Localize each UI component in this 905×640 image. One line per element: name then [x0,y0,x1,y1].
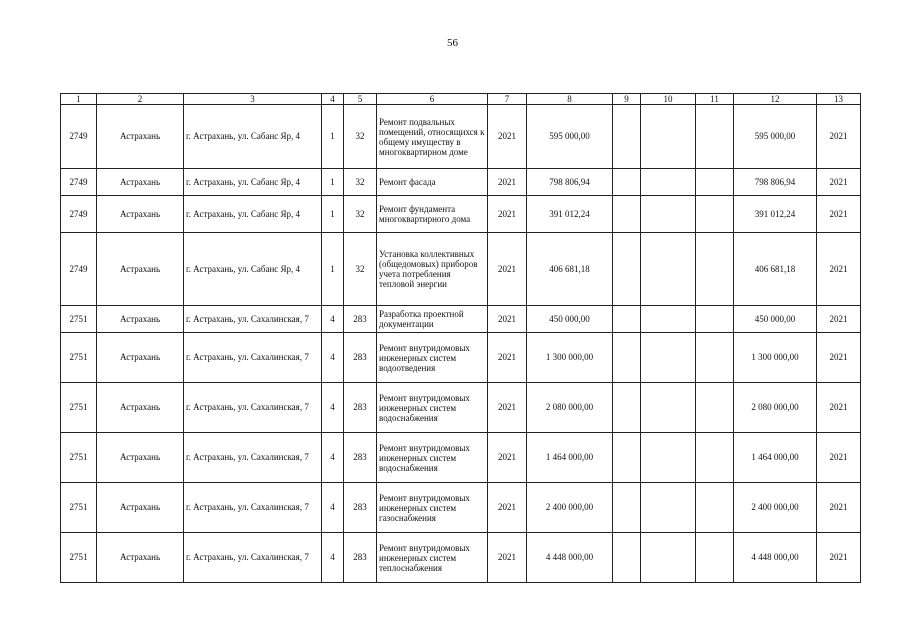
address-cell: г. Астрахань, ул. Сахалинская, 7 [184,433,322,483]
record-id-cell: 2751 [61,533,97,583]
floors-cell: 4 [322,483,344,533]
col11-cell [696,483,734,533]
floors-cell: 4 [322,383,344,433]
floors-cell: 1 [322,196,344,233]
col10-cell [641,333,696,383]
column-header: 5 [344,94,377,105]
address-cell: г. Астрахань, ул. Сабанс Яр, 4 [184,105,322,169]
work-type-cell: Ремонт внутридомовых инженерных систем газоснабжения [377,483,488,533]
work-type-cell: Ремонт внутридомовых инженерных систем теплоснабжения [377,533,488,583]
col9-cell [613,383,641,433]
city-cell: Астрахань [97,483,184,533]
total-cell: 1 464 000,00 [734,433,817,483]
repair-schedule-table [60,93,861,583]
record-id-cell: 2749 [61,196,97,233]
column-header: 7 [488,94,527,105]
year-cell: 2021 [488,105,527,169]
address-cell: г. Астрахань, ул. Сахалинская, 7 [184,383,322,433]
col9-cell [613,196,641,233]
work-type-cell: Ремонт внутридомовых инженерных систем водоотведения [377,333,488,383]
column-header: 9 [613,94,641,105]
table-row [61,169,861,196]
col5-cell: 32 [344,233,377,306]
cost-cell: 1 464 000,00 [527,433,613,483]
column-header: 8 [527,94,613,105]
col11-cell [696,105,734,169]
floors-cell: 4 [322,333,344,383]
col5-cell: 283 [344,333,377,383]
column-header: 12 [734,94,817,105]
col9-cell [613,169,641,196]
floors-cell: 1 [322,169,344,196]
end-year-cell: 2021 [817,306,861,333]
total-cell: 391 012,24 [734,196,817,233]
col10-cell [641,196,696,233]
year-cell: 2021 [488,196,527,233]
cost-cell: 406 681,18 [527,233,613,306]
table-row [61,105,861,169]
cost-cell: 798 806,94 [527,169,613,196]
end-year-cell: 2021 [817,105,861,169]
col10-cell [641,105,696,169]
col10-cell [641,533,696,583]
table-row [61,533,861,583]
total-cell: 4 448 000,00 [734,533,817,583]
floors-cell: 4 [322,533,344,583]
end-year-cell: 2021 [817,233,861,306]
record-id-cell: 2751 [61,333,97,383]
year-cell: 2021 [488,383,527,433]
year-cell: 2021 [488,533,527,583]
address-cell: г. Астрахань, ул. Сахалинская, 7 [184,306,322,333]
record-id-cell: 2751 [61,433,97,483]
end-year-cell: 2021 [817,196,861,233]
col11-cell [696,533,734,583]
col5-cell: 32 [344,105,377,169]
cost-cell: 450 000,00 [527,306,613,333]
floors-cell: 4 [322,306,344,333]
col9-cell [613,483,641,533]
work-type-cell: Ремонт внутридомовых инженерных систем водоснабжения [377,383,488,433]
page-number: 56 [447,37,458,49]
cost-cell: 2 080 000,00 [527,383,613,433]
col11-cell [696,383,734,433]
col9-cell [613,333,641,383]
year-cell: 2021 [488,433,527,483]
address-cell: г. Астрахань, ул. Сабанс Яр, 4 [184,233,322,306]
city-cell: Астрахань [97,105,184,169]
year-cell: 2021 [488,333,527,383]
col9-cell [613,433,641,483]
table-row [61,333,861,383]
col5-cell: 283 [344,483,377,533]
table-row [61,233,861,306]
table-row [61,483,861,533]
column-header: 3 [184,94,322,105]
col9-cell [613,105,641,169]
year-cell: 2021 [488,169,527,196]
col11-cell [696,433,734,483]
col9-cell [613,233,641,306]
col10-cell [641,169,696,196]
table-row [61,433,861,483]
total-cell: 1 300 000,00 [734,333,817,383]
cost-cell: 595 000,00 [527,105,613,169]
end-year-cell: 2021 [817,433,861,483]
cost-cell: 2 400 000,00 [527,483,613,533]
column-header: 1 [61,94,97,105]
cost-cell: 4 448 000,00 [527,533,613,583]
address-cell: г. Астрахань, ул. Сабанс Яр, 4 [184,169,322,196]
total-cell: 450 000,00 [734,306,817,333]
table-row [61,383,861,433]
col10-cell [641,306,696,333]
total-cell: 406 681,18 [734,233,817,306]
city-cell: Астрахань [97,169,184,196]
record-id-cell: 2751 [61,483,97,533]
table-row [61,306,861,333]
cost-cell: 1 300 000,00 [527,333,613,383]
column-header: 2 [97,94,184,105]
col11-cell [696,196,734,233]
total-cell: 2 080 000,00 [734,383,817,433]
col9-cell [613,306,641,333]
col5-cell: 32 [344,169,377,196]
total-cell: 2 400 000,00 [734,483,817,533]
address-cell: г. Астрахань, ул. Сабанс Яр, 4 [184,196,322,233]
column-number-row [61,94,861,105]
work-type-cell: Разработка проектной документации [377,306,488,333]
address-cell: г. Астрахань, ул. Сахалинская, 7 [184,483,322,533]
city-cell: Астрахань [97,233,184,306]
end-year-cell: 2021 [817,169,861,196]
column-header: 6 [377,94,488,105]
floors-cell: 4 [322,433,344,483]
col5-cell: 283 [344,383,377,433]
col10-cell [641,383,696,433]
work-type-cell: Ремонт внутридомовых инженерных систем водоснабжения [377,433,488,483]
address-cell: г. Астрахань, ул. Сахалинская, 7 [184,333,322,383]
col5-cell: 283 [344,433,377,483]
work-type-cell: Ремонт подвальных помещений, относящихся к общему имуществу в многоквартирном доме [377,105,488,169]
city-cell: Астрахань [97,196,184,233]
col11-cell [696,169,734,196]
end-year-cell: 2021 [817,533,861,583]
work-type-cell: Установка коллективных (общедомовых) приборов учета потребления тепловой энергии [377,233,488,306]
col11-cell [696,306,734,333]
city-cell: Астрахань [97,383,184,433]
total-cell: 798 806,94 [734,169,817,196]
city-cell: Астрахань [97,533,184,583]
end-year-cell: 2021 [817,333,861,383]
end-year-cell: 2021 [817,383,861,433]
record-id-cell: 2749 [61,233,97,306]
address-cell: г. Астрахань, ул. Сахалинская, 7 [184,533,322,583]
col10-cell [641,483,696,533]
city-cell: Астрахань [97,333,184,383]
year-cell: 2021 [488,483,527,533]
city-cell: Астрахань [97,306,184,333]
cost-cell: 391 012,24 [527,196,613,233]
year-cell: 2021 [488,233,527,306]
col9-cell [613,533,641,583]
column-header: 4 [322,94,344,105]
col5-cell: 283 [344,533,377,583]
end-year-cell: 2021 [817,483,861,533]
table-row [61,196,861,233]
record-id-cell: 2749 [61,169,97,196]
column-header: 11 [696,94,734,105]
col11-cell [696,233,734,306]
work-type-cell: Ремонт фасада [377,169,488,196]
col10-cell [641,233,696,306]
column-header: 10 [641,94,696,105]
column-header: 13 [817,94,861,105]
record-id-cell: 2751 [61,306,97,333]
record-id-cell: 2751 [61,383,97,433]
city-cell: Астрахань [97,433,184,483]
floors-cell: 1 [322,105,344,169]
floors-cell: 1 [322,233,344,306]
record-id-cell: 2749 [61,105,97,169]
total-cell: 595 000,00 [734,105,817,169]
col10-cell [641,433,696,483]
table-body [61,105,861,583]
col5-cell: 283 [344,306,377,333]
year-cell: 2021 [488,306,527,333]
work-type-cell: Ремонт фундамента многоквартирного дома [377,196,488,233]
col5-cell: 32 [344,196,377,233]
col11-cell [696,333,734,383]
